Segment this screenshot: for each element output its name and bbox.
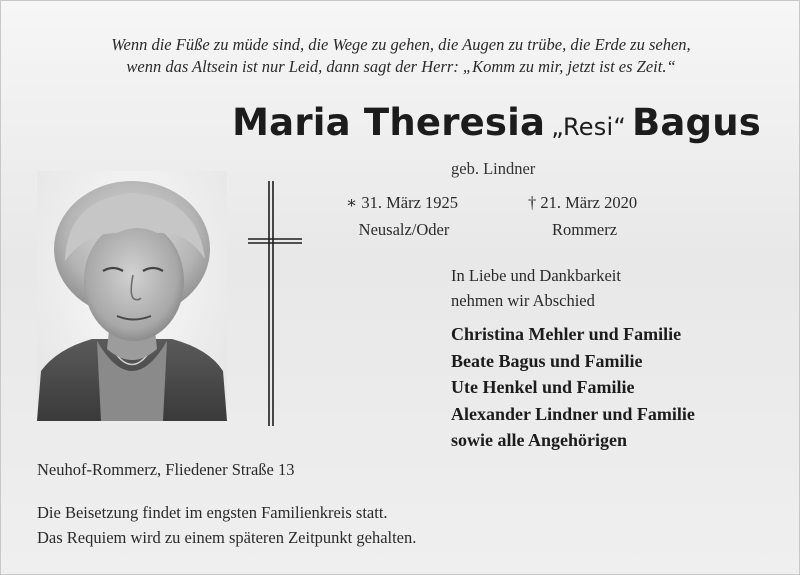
birth-info [346, 189, 458, 243]
cross-icon [246, 181, 306, 426]
birth-star-icon: ∗ [346, 193, 358, 212]
mourner-entry: Christina Mehler und Familie [451, 324, 682, 344]
mourner-entry: sowie alle Angehörigen [451, 430, 627, 450]
mourner-entry: Beate Bagus und Familie [451, 350, 643, 371]
mourners-list [451, 321, 695, 454]
burial-line: Die Beisetzung findet im engsten Familienkreis statt. [37, 503, 388, 522]
death-info [528, 189, 637, 243]
mourner-entry: Alexander Lindner und Familie [451, 403, 695, 424]
surname: Bagus [631, 101, 761, 144]
farewell-line: In Liebe und Dankbarkeit [451, 266, 621, 285]
poem-line: Wenn die Füße zu müde sind, die Wege zu gehen, die Augen zu trübe, die Erde zu sehen, [111, 35, 691, 54]
farewell-text [451, 263, 621, 313]
nickname: „Resi“ [551, 113, 626, 141]
birth-place: Neusalz/Oder [358, 220, 450, 239]
poem-verse [1, 34, 800, 78]
portrait-photo [37, 171, 227, 421]
death-date: 21. März 2020 [540, 193, 638, 212]
death-place: Rommerz [552, 220, 618, 239]
birth-date: 31. März 1925 [361, 193, 459, 212]
mourner-entry: Ute Henkel und Familie [451, 377, 635, 397]
deceased-name [232, 101, 761, 144]
burial-line: Das Requiem wird zu einem späteren Zeitpunkt gehalten. [37, 528, 417, 547]
burial-notice [37, 500, 416, 550]
born-name: geb. Lindner [451, 159, 536, 178]
farewell-line: nehmen wir Abschied [451, 291, 595, 310]
first-names: Maria Theresia [232, 101, 546, 144]
family-address: Neuhof-Rommerz, Fliedener Straße 13 [37, 460, 295, 479]
death-cross-icon: † [528, 193, 537, 212]
poem-line: wenn das Altsein ist nur Leid, dann sagt der Herr: „Komm zu mir, jetzt ist es Zeit.“ [126, 57, 676, 76]
